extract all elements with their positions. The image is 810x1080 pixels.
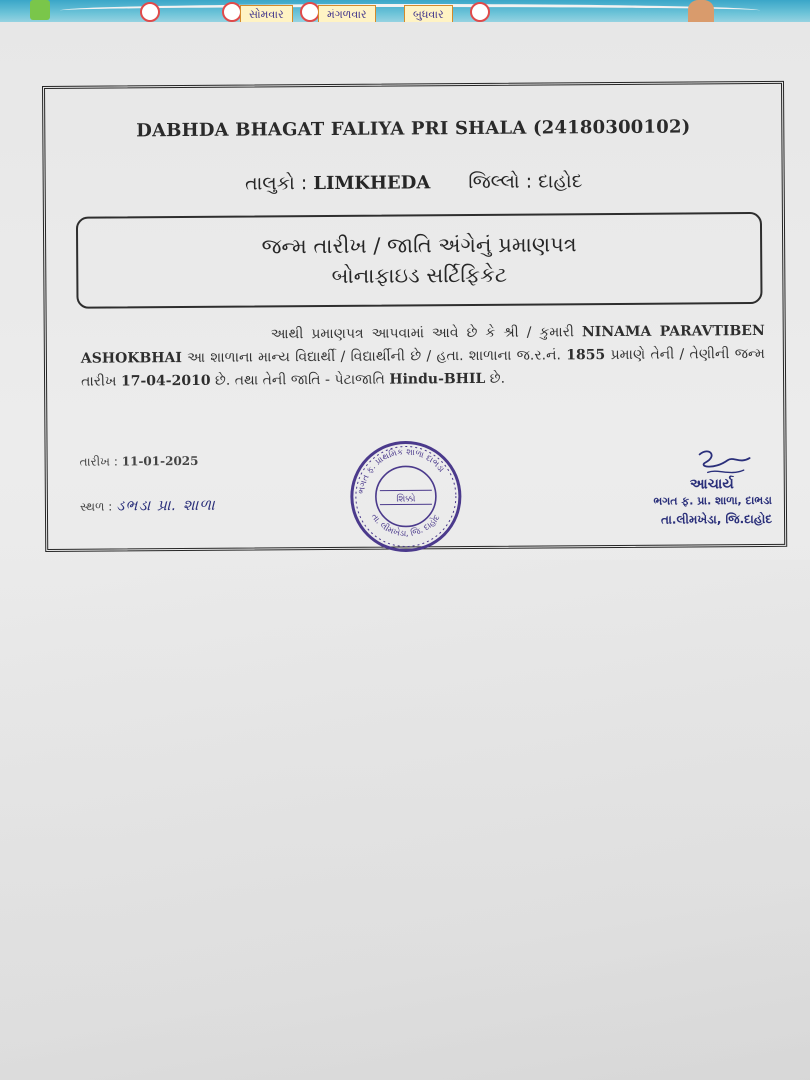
caste: Hindu-BHIL	[389, 370, 486, 388]
day-tag-tuesday: મંગળવાર	[318, 5, 376, 24]
principal-school: ભગત ફ. પ્રા. શાળા, દાભડા	[653, 493, 772, 508]
stamp-center-text: શિક્કો	[396, 494, 416, 505]
issue-date	[80, 454, 199, 470]
date-value: 11-01-2025	[121, 453, 199, 469]
background-chart-strip	[0, 0, 810, 24]
issue-place	[80, 496, 216, 515]
taluka-value: LIMKHEDA	[313, 172, 431, 195]
principal-place: તા.લીમખેડા, જિ.દાહોદ	[660, 511, 773, 527]
principal-block	[653, 476, 772, 528]
school-name: DABHDA BHAGAT FALIYA PRI SHALA (24180300102)	[136, 116, 691, 142]
school-stamp-icon	[347, 438, 464, 555]
certificate-body	[81, 320, 765, 394]
taluka-label: તાલુકો :	[244, 172, 308, 195]
place-value: ડભડા પ્રા. શાળા	[116, 495, 216, 515]
chart-bead-icon	[140, 2, 160, 22]
principal-title: આચાર્ય	[689, 476, 734, 493]
paper-shadow	[0, 560, 810, 1080]
body-part-4: છે. તથા તેની જાતિ - પેટાજાતિ	[214, 371, 385, 389]
body-part-5: છે.	[489, 370, 506, 387]
chart-corner-icon	[30, 0, 50, 20]
chart-figure-icon	[688, 0, 714, 24]
date-label: તારીખ :	[79, 454, 118, 469]
chart-bead-icon	[300, 2, 320, 22]
chart-bead-icon	[470, 2, 490, 22]
body-part-1: આથી પ્રમાણપત્ર આપવામાં આવે છે કે શ્રી / કુમારી	[270, 324, 574, 343]
bonafide-certificate	[42, 81, 787, 552]
stamp-bottom-text: તા. લીમખેડા, જિ. દાહોદ	[368, 512, 443, 540]
body-part-3: પ્રમાણે તેની / તેણીની જન્મ તારીખ	[81, 345, 765, 390]
body-part-2: આ શાળાના માન્ય વિદ્યાર્થી / વિદ્યાર્થીની છે / હતા. શાળાના જ.ર.નં.	[187, 347, 561, 366]
day-tag-wednesday: બુધવાર	[404, 5, 453, 24]
register-number: 1855	[566, 347, 606, 364]
day-tag-monday: સોમવાર	[240, 5, 293, 24]
chart-bead-icon	[222, 2, 242, 22]
stamp-ring-text: ભગત ફ. પ્રાથમિક શાળા દાભડા	[356, 447, 447, 495]
student-name: NINAMA PARAVTIBEN ASHOKBHAI	[80, 322, 765, 367]
certificate-subtitle: બોનાફાઇડ સર્ટિફિકેટ	[331, 262, 508, 288]
taluka-district-line	[46, 169, 782, 196]
certificate-title: જન્મ તારીખ / જાતિ અંગેનું પ્રમાણપત્ર	[261, 232, 577, 259]
certificate-title-box	[76, 212, 763, 309]
place-label: સ્થળ :	[79, 499, 113, 514]
district-label: જિલ્લો : દાહોદ	[468, 170, 583, 194]
birth-date: 17-04-2010	[120, 372, 211, 390]
